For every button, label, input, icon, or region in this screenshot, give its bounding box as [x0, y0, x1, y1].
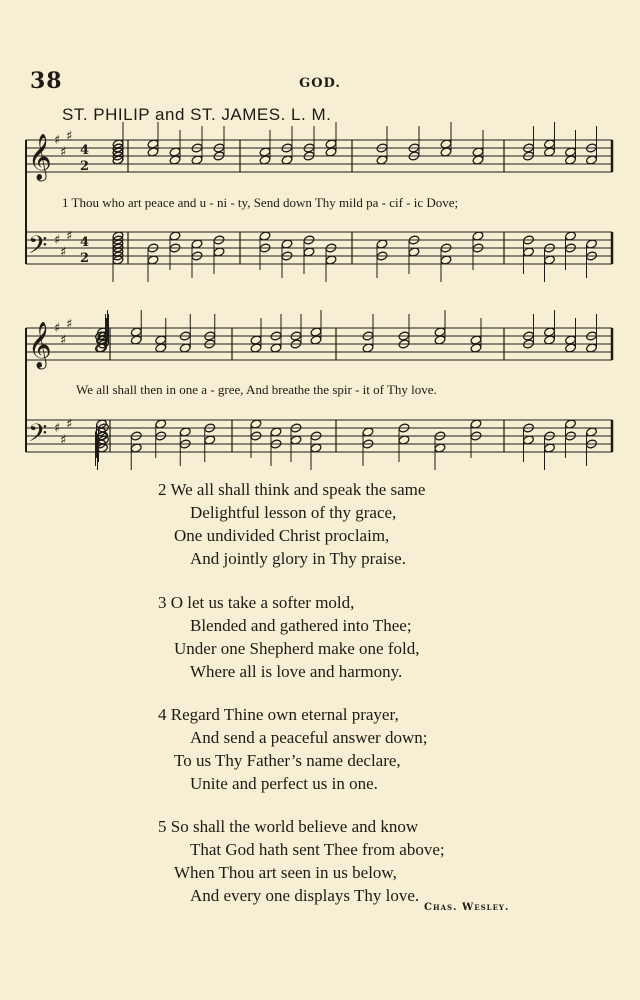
time-signature-top: 4	[80, 143, 90, 158]
sharp-sign: ♯	[60, 333, 67, 348]
tune-title: ST. PHILIP and ST. JAMES. L. M.	[62, 105, 332, 124]
chord	[398, 423, 410, 462]
chord	[303, 235, 315, 274]
lyric-underlay-2: We all shall then in one a - gree, And breathe the spir - it of Thy love.	[76, 382, 437, 397]
chord	[544, 243, 556, 282]
time-signature-bottom: 2	[80, 251, 90, 266]
bass-clef: 𝄢	[28, 231, 48, 266]
time-signature-top: 4	[80, 235, 90, 250]
chord	[586, 239, 598, 278]
time-signature-bottom: 2	[80, 159, 90, 174]
chord	[586, 427, 598, 466]
chord	[191, 126, 203, 165]
chord	[213, 235, 225, 274]
chord	[325, 243, 337, 282]
chord	[376, 126, 388, 165]
verse-line: 5 So shall the world believe and know	[158, 817, 419, 836]
chord	[147, 243, 159, 282]
chord	[440, 243, 452, 282]
bass-staff	[26, 420, 612, 452]
chord	[362, 314, 374, 353]
chord	[408, 235, 420, 274]
verse-line: Delightful lesson of thy grace,	[190, 503, 397, 522]
chord	[179, 427, 191, 466]
author-attribution: Chas. Wesley.	[424, 902, 510, 913]
chord	[523, 423, 535, 462]
verse-line: One undivided Christ proclaim,	[174, 526, 390, 545]
chord	[281, 126, 293, 165]
sharp-sign: ♯	[54, 233, 61, 248]
chord	[523, 235, 535, 274]
chord	[281, 239, 293, 278]
chord	[204, 423, 216, 462]
verse-line: Where all is love and harmony.	[190, 662, 403, 681]
verse-line: Under one Shepherd make one fold,	[174, 639, 420, 658]
sharp-sign: ♯	[54, 421, 61, 436]
verse-line: That God hath sent Thee from above;	[190, 840, 445, 859]
bass-clef: 𝄢	[28, 419, 48, 454]
sharp-sign: ♯	[60, 433, 67, 448]
chord	[310, 431, 322, 470]
verse-line: 3 O let us take a softer mold,	[158, 593, 355, 612]
sharp-sign: ♯	[66, 229, 73, 244]
chord	[290, 423, 302, 462]
treble-clef: 𝄞	[28, 134, 52, 180]
verse-line: And every one displays Thy love.	[190, 886, 420, 905]
music-score	[0, 0, 640, 480]
sharp-sign: ♯	[54, 133, 61, 148]
chord	[586, 126, 598, 165]
sharp-sign: ♯	[54, 321, 61, 336]
verse-line: 2 We all shall think and speak the same	[158, 480, 426, 499]
chord	[270, 427, 282, 466]
sharp-sign: ♯	[66, 417, 73, 432]
verse-line: 4 Regard Thine own eternal prayer,	[158, 705, 399, 724]
sharp-sign: ♯	[66, 317, 73, 332]
chord	[270, 314, 282, 353]
chord	[376, 239, 388, 278]
sharp-sign: ♯	[66, 129, 73, 144]
page-number: 38	[30, 68, 63, 94]
chord	[179, 314, 191, 353]
lyric-underlay-1: 1 Thou who art peace and u - ni - ty, Send down Thy mild pa - cif - ic Dove;	[62, 195, 459, 210]
chord	[586, 314, 598, 353]
chord	[191, 239, 203, 278]
verse-line: Blended and gathered into Thee;	[190, 616, 412, 635]
verse-line: When Thou art seen in us below,	[174, 863, 397, 882]
chord	[130, 431, 142, 470]
sharp-sign: ♯	[60, 245, 67, 260]
verse-line: Unite and perfect us in one.	[190, 774, 378, 793]
verse-line: To us Thy Father’s name declare,	[174, 751, 401, 770]
chord	[544, 431, 556, 470]
verse-line: And jointly glory in Thy praise.	[190, 549, 406, 568]
verse-line: And send a peaceful answer down;	[190, 728, 428, 747]
treble-clef: 𝄞	[28, 322, 52, 368]
chord	[434, 431, 446, 470]
running-head: GOD.	[299, 76, 341, 91]
chord	[362, 427, 374, 466]
sharp-sign: ♯	[60, 145, 67, 160]
